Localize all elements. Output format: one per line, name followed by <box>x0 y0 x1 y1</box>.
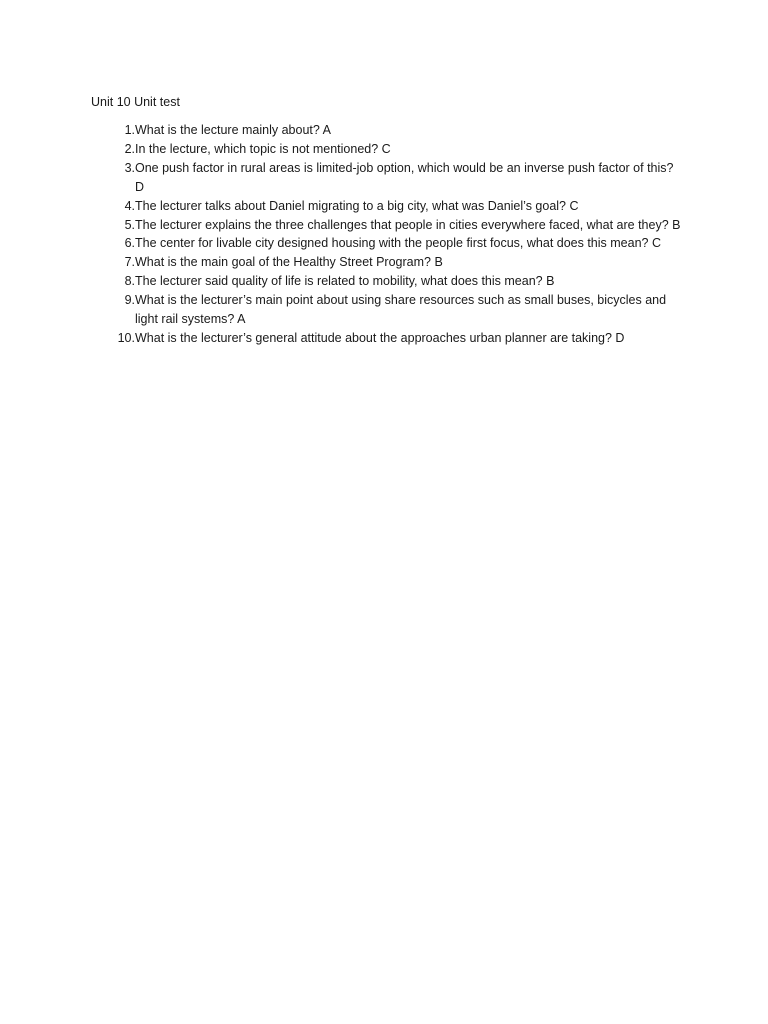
question-number: 3. <box>124 160 135 175</box>
document-title: Unit 10 Unit test <box>91 95 180 109</box>
question-item <box>91 121 681 140</box>
question-item <box>91 197 681 216</box>
question-text: What is the lecturer’s general attitude about the approaches urban planner are taking? D <box>135 330 625 345</box>
question-text: The lecturer explains the three challenges that people in cities everywhere faced, what are they? B <box>135 217 681 232</box>
question-number: 9. <box>124 293 135 308</box>
question-item <box>91 272 681 291</box>
question-item <box>91 140 681 159</box>
question-number: 2. <box>124 141 135 156</box>
question-number: 4. <box>124 198 135 213</box>
question-item <box>91 253 681 272</box>
question-item <box>91 216 681 235</box>
question-text: What is the lecturer’s main point about using share resources such as small buses, bicycles and light rail systems? A <box>135 293 667 327</box>
question-text: The center for livable city designed housing with the people first focus, what does this mean? C <box>135 236 661 251</box>
question-number: 8. <box>124 274 135 289</box>
question-number: 6. <box>124 236 135 251</box>
question-text: What is the main goal of the Healthy Street Program? B <box>135 255 443 270</box>
question-list <box>91 121 681 348</box>
question-text: One push factor in rural areas is limited-job option, which would be an inverse push factor of this? D <box>135 160 674 194</box>
question-text: The lecturer said quality of life is related to mobility, what does this mean? B <box>135 274 555 289</box>
question-item <box>91 159 681 197</box>
question-number: 1. <box>124 123 135 137</box>
question-number: 10. <box>117 330 135 345</box>
question-item <box>91 291 681 329</box>
question-item <box>91 234 681 253</box>
question-text: What is the lecture mainly about? A <box>135 123 331 137</box>
question-text: In the lecture, which topic is not mentioned? C <box>135 141 391 156</box>
question-number: 5. <box>124 217 135 232</box>
question-item <box>91 329 681 348</box>
question-text: The lecturer talks about Daniel migrating to a big city, what was Daniel’s goal? C <box>135 198 579 213</box>
question-number: 7. <box>124 255 135 270</box>
